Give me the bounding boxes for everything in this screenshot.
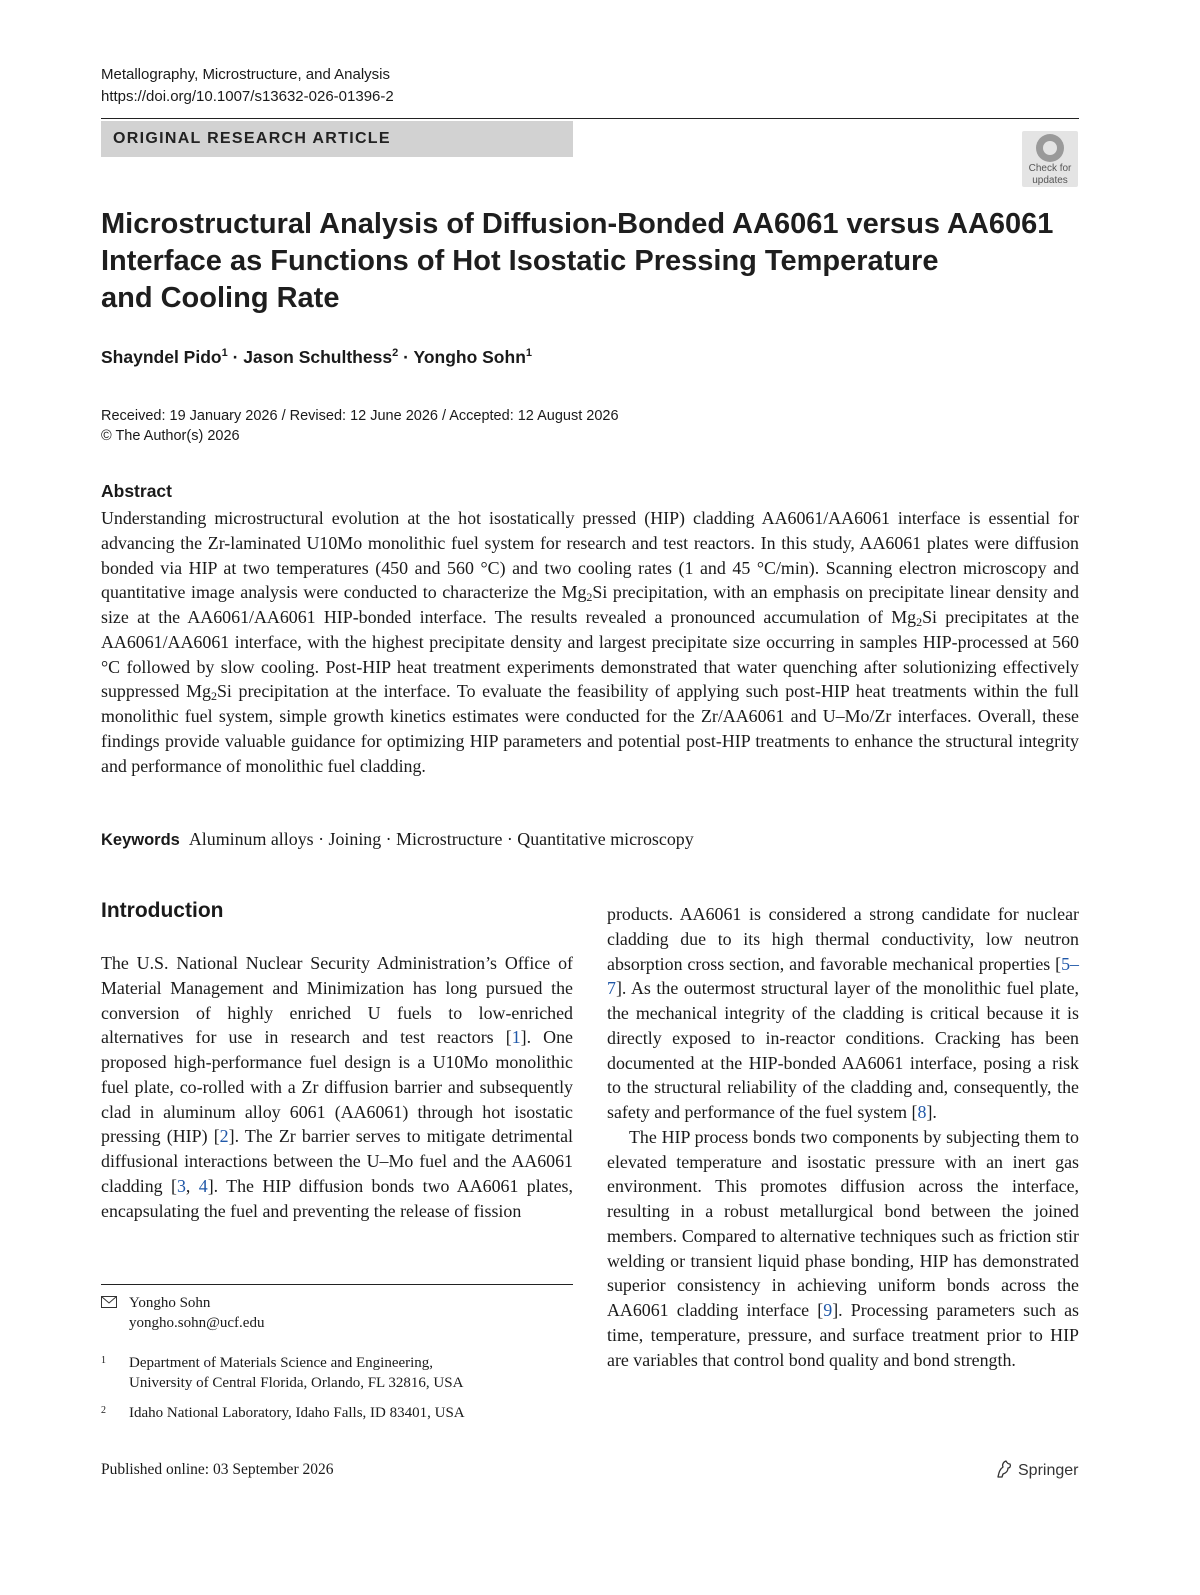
text: ]. The HIP diffusion bonds two AA6061 plates, encapsulating the fuel and preventing the release of fission [101, 1175, 573, 1221]
subscript: 2 [916, 615, 923, 629]
author-name[interactable]: Yongho Sohn [413, 347, 526, 367]
subscript: 2 [586, 590, 593, 605]
check-for-updates-button[interactable] [1022, 131, 1078, 187]
journal-header [101, 64, 394, 108]
intro-left-column [101, 951, 573, 1223]
copyright: © The Author(s) 2026 [101, 428, 240, 444]
journal-name: Metallography, Microstructure, and Analysis [101, 66, 391, 83]
title-line-3: and Cooling Rate [101, 282, 340, 314]
abstract-heading: Abstract [101, 481, 172, 501]
citation-link[interactable]: 1 [511, 1027, 521, 1048]
text: ]. One proposed high-performance fuel design is a U10Mo monolithic fuel plate, co-rolled with a Zr diffusion barrier and subsequently clad in aluminum alloy 6061 (AA6061) through hot isostatic pressing (HIP) [ [101, 1027, 573, 1147]
affiliation-number: 2 [101, 1405, 106, 1416]
text: The HIP process bonds two components by subjecting them to elevated temperature and isostatic pressure with an inert gas environment. This promotes diffusion across the interface, resulting in a robust metallurgical bond between the joined members. Compared to alternative techniques such as friction stir welding or transient liquid phase bonding, HIP has demonstrated superior consistency in achieving uniform bonds across the AA6061 cladding interface [ [607, 1126, 1079, 1320]
intro-paragraph [101, 951, 573, 1223]
title-line-2: Interface as Functions of Hot Isostatic Pressing Temperature [101, 245, 939, 277]
citation-link[interactable]: 8 [917, 1102, 927, 1122]
author-name[interactable]: Shayndel Pido [101, 347, 222, 367]
citation-link[interactable]: 4 [198, 1175, 208, 1196]
paper-title [101, 206, 1081, 317]
author-separator: · [398, 347, 414, 367]
citation-link[interactable]: 9 [823, 1300, 833, 1320]
citation-link[interactable]: 5–7 [607, 953, 1079, 999]
keywords-label: Keywords [101, 831, 180, 849]
citation-link[interactable]: 3 [176, 1175, 186, 1196]
doi-link[interactable]: https://doi.org/10.1007/s13632-026-01396-2 [101, 88, 394, 105]
keywords [101, 827, 694, 852]
subscript: 2 [210, 689, 217, 704]
author-list [101, 347, 532, 368]
affiliation-line: University of Central Florida, Orlando, FL 32816, USA [129, 1375, 464, 1391]
footnote-rule [101, 1284, 573, 1285]
check-label-1: Check for [1028, 163, 1072, 174]
introduction-heading: Introduction [101, 899, 224, 922]
text: ]. Processing parameters such as time, temperature, pressure, and surface treatment prior to HIP are variables that control bond quality and bond strength. [607, 1300, 1079, 1370]
publisher-name: Springer [1018, 1462, 1079, 1479]
corresponding-author [129, 1293, 264, 1333]
header-rule [101, 118, 1079, 119]
abstract-part: Understanding microstructural evolution at the hot isostatically pressed (HIP) cladding AA6061/AA6061 interface is essential for advancing the Zr-laminated U10Mo monolithic fuel system for research and test reactors. In this study, AA6061 plates were diffusion bonded via HIP at two temperatures (450 and 560 °C) and two cooling rates (1 and 45 °C/min). Scanning electron microscopy and quantitative image analysis were conducted to characterize the Mg [101, 508, 1079, 603]
intro-right-column [607, 902, 1079, 1372]
check-updates-icon [1036, 134, 1064, 162]
title-line-1: Microstructural Analysis of Diffusion-Bonded AA6061 versus AA6061 [101, 208, 1054, 240]
author-affiliation: 1 [525, 347, 533, 359]
article-history [101, 406, 619, 446]
abstract-part: Si precipitation, with an emphasis on precipitate linear density and size at the AA6061/AA6061 HIP-bonded interface. The results revealed a pronounced accumulation of Mg [101, 582, 1079, 627]
contact-name: Yongho Sohn [129, 1295, 211, 1311]
published-date: Published online: 03 September 2026 [101, 1461, 334, 1478]
springer-horse-icon [994, 1459, 1014, 1479]
intro-paragraph [607, 902, 1079, 1125]
keywords-list: Aluminum alloys · Joining · Microstructure · Quantitative microscopy [188, 829, 694, 849]
affiliation-line: Idaho National Laboratory, Idaho Falls, ID 83401, USA [129, 1405, 465, 1421]
abstract-part: Si precipitates at the AA6061/AA6061 interface, with the highest precipitate density and largest precipitate size occurring in samples HIP-processed at 560 °C followed by slow cooling. Post-HIP heat treatment experiments demonstrated that water quenching after solutionizing effectively suppressed Mg [101, 607, 1080, 702]
affiliation-2 [129, 1403, 465, 1423]
author-separator: · [227, 347, 244, 367]
intro-paragraph [607, 1125, 1079, 1373]
article-type: ORIGINAL RESEARCH ARTICLE [113, 130, 391, 147]
text: ]. The Zr barrier serves to mitigate detrimental diffusional interactions between the U–Mo fuel and the AA6061 cladding [ [101, 1126, 573, 1196]
envelope-icon [101, 1296, 117, 1308]
author-name[interactable]: Jason Schulthess [243, 347, 393, 367]
text: ]. [926, 1102, 937, 1122]
text: products. AA6061 is considered a strong candidate for nuclear cladding due to its high thermal conductivity, low neutron absorption cross section, and favorable mechanical properties [ [607, 904, 1079, 974]
springer-logo[interactable] [994, 1459, 1078, 1480]
abstract-part: Si precipitation at the interface. To evaluate the feasibility of applying such post-HIP heat treatments within the full monolithic fuel system, simple growth kinetics estimates were conducted for the Zr/AA6061 and U–Mo/Zr interfaces. Overall, these findings provide valuable guidance for optimizing HIP parameters and potential post-HIP treatments to enhance the structural integrity and performance of monolithic fuel cladding. [101, 681, 1079, 776]
text: The U.S. National Nuclear Security Administration’s Office of Material Management and Minimization has long pursued the conversion of highly enriched U fuels to low-enriched alternatives for use in research and test reactors [ [101, 953, 573, 1048]
citation-link[interactable]: 2 [219, 1126, 229, 1147]
article-type-banner [101, 121, 573, 157]
affiliation-1 [129, 1353, 463, 1393]
abstract-text [101, 506, 1079, 778]
text: ]. As the outermost structural layer of the monolithic fuel plate, the mechanical integrity of the cladding is critical because it is directly exposed to in-reactor conditions. Cracking has been documented at the HIP-bonded AA6061 interface, posing a risk to the structural reliability of the cladding and, consequently, the safety and performance of the fuel system [ [607, 978, 1079, 1122]
check-label-2: updates [1032, 175, 1068, 186]
contact-email[interactable]: yongho.sohn@ucf.edu [129, 1315, 265, 1331]
author-affiliation: 2 [392, 347, 399, 359]
author-affiliation: 1 [221, 347, 228, 359]
history-dates: Received: 19 January 2026 / Revised: 12 June 2026 / Accepted: 12 August 2026 [101, 408, 619, 424]
affiliation-number: 1 [101, 1355, 106, 1366]
text: , [185, 1175, 199, 1196]
affiliation-line: Department of Materials Science and Engineering, [129, 1355, 434, 1371]
